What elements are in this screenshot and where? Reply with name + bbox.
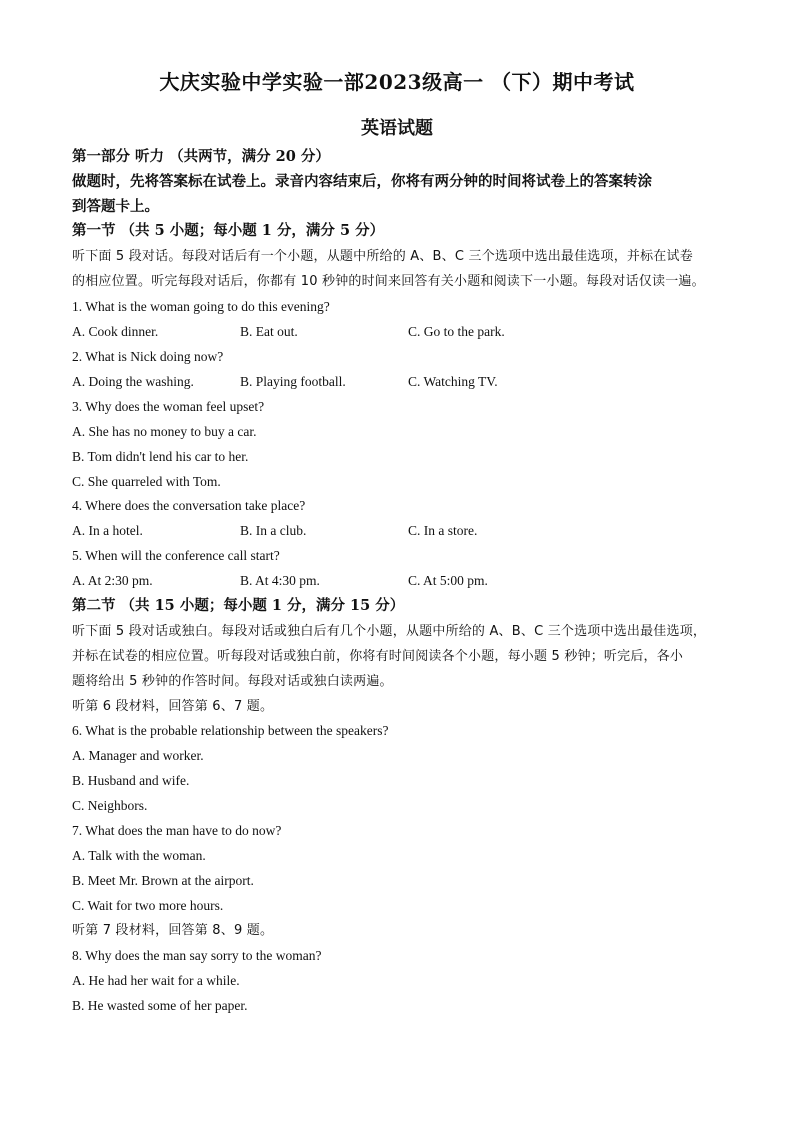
section2-desc-line1: 听下面 5 段对话或独白。每段对话或独白后有几个小题，从题中所给的 A、B、C 三个选项中选出最佳选项， <box>72 624 707 639</box>
section2-desc-line2: 并标在试卷的相应位置。听每段对话或独白前，你将有时间阅读各个小题，每小题 5 秒钟；听完后，各小 <box>72 649 684 664</box>
exam-title: 大庆实验中学实验一部2023级高一 （下）期中考试 <box>159 70 635 94</box>
section2-heading: 第二节 （共 15 小题；每小题 1 分，满分 15 分） <box>72 597 405 614</box>
question-5-option-c: C. At 5:00 pm. <box>408 573 488 588</box>
part1-heading: 第一部分 听力 （共两节，满分 20 分） <box>72 148 330 165</box>
question-6-option-b: B. Husband and wife. <box>72 773 190 788</box>
question-3-option-a: A. She has no money to buy a car. <box>72 424 257 439</box>
question-2-stem: 2. What is Nick doing now? <box>72 349 224 364</box>
material-7-instruction: 听第 7 段材料，回答第 8、9 题。 <box>72 923 274 938</box>
question-4-option-c: C. In a store. <box>408 523 478 538</box>
question-1-option-a: A. Cook dinner. <box>72 324 159 339</box>
section1-desc-line1: 听下面 5 段对话。每段对话后有一个小题，从题中所给的 A、B、C 三个选项中选出最佳选项，并标在试卷 <box>72 249 693 264</box>
question-5-option-a: A. At 2:30 pm. <box>72 573 153 588</box>
exam-subtitle: 英语试题 <box>361 118 433 139</box>
question-5-option-b: B. At 4:30 pm. <box>240 573 320 588</box>
question-2-option-c: C. Watching TV. <box>408 374 498 389</box>
question-1-option-c: C. Go to the park. <box>408 324 505 339</box>
section2-desc-line3: 题将给出 5 秒钟的作答时间。每段对话或独白读两遍。 <box>72 674 393 689</box>
question-6-option-a: A. Manager and worker. <box>72 748 204 763</box>
question-2-option-b: B. Playing football. <box>240 374 346 389</box>
question-8-stem: 8. Why does the man say sorry to the woman? <box>72 948 322 963</box>
question-5-stem: 5. When will the conference call start? <box>72 548 280 563</box>
question-8-option-a: A. He had her wait for a while. <box>72 973 240 988</box>
question-2-option-a: A. Doing the washing. <box>72 374 194 389</box>
question-3-stem: 3. Why does the woman feel upset? <box>72 399 265 414</box>
question-7-option-b: B. Meet Mr. Brown at the airport. <box>72 873 254 888</box>
question-3-option-b: B. Tom didn't lend his car to her. <box>72 449 249 464</box>
question-6-stem: 6. What is the probable relationship between the speakers? <box>72 723 389 738</box>
part1-instruction-line2: 到答题卡上。 <box>72 198 159 215</box>
part1-instruction-line1: 做题时，先将答案标在试卷上。录音内容结束后，你将有两分钟的时间将试卷上的答案转涂 <box>72 173 652 190</box>
question-3-option-c: C. She quarreled with Tom. <box>72 474 221 489</box>
question-8-option-b: B. He wasted some of her paper. <box>72 998 248 1013</box>
material-6-instruction: 听第 6 段材料，回答第 6、7 题。 <box>72 699 274 714</box>
question-1-stem: 1. What is the woman going to do this evening? <box>72 299 330 314</box>
question-7-option-c: C. Wait for two more hours. <box>72 898 224 913</box>
section1-desc-line2: 的相应位置。听完每段对话后，你都有 10 秒钟的时间来回答有关小题和阅读下一小题。每段对话仅读一遍。 <box>72 274 705 289</box>
question-4-option-a: A. In a hotel. <box>72 523 143 538</box>
question-1-option-b: B. Eat out. <box>240 324 298 339</box>
question-6-option-c: C. Neighbors. <box>72 798 148 813</box>
section1-heading: 第一节 （共 5 小题；每小题 1 分，满分 5 分） <box>72 222 385 239</box>
question-4-stem: 4. Where does the conversation take place? <box>72 498 306 513</box>
question-7-option-a: A. Talk with the woman. <box>72 848 206 863</box>
question-7-stem: 7. What does the man have to do now? <box>72 823 282 838</box>
question-4-option-b: B. In a club. <box>240 523 307 538</box>
